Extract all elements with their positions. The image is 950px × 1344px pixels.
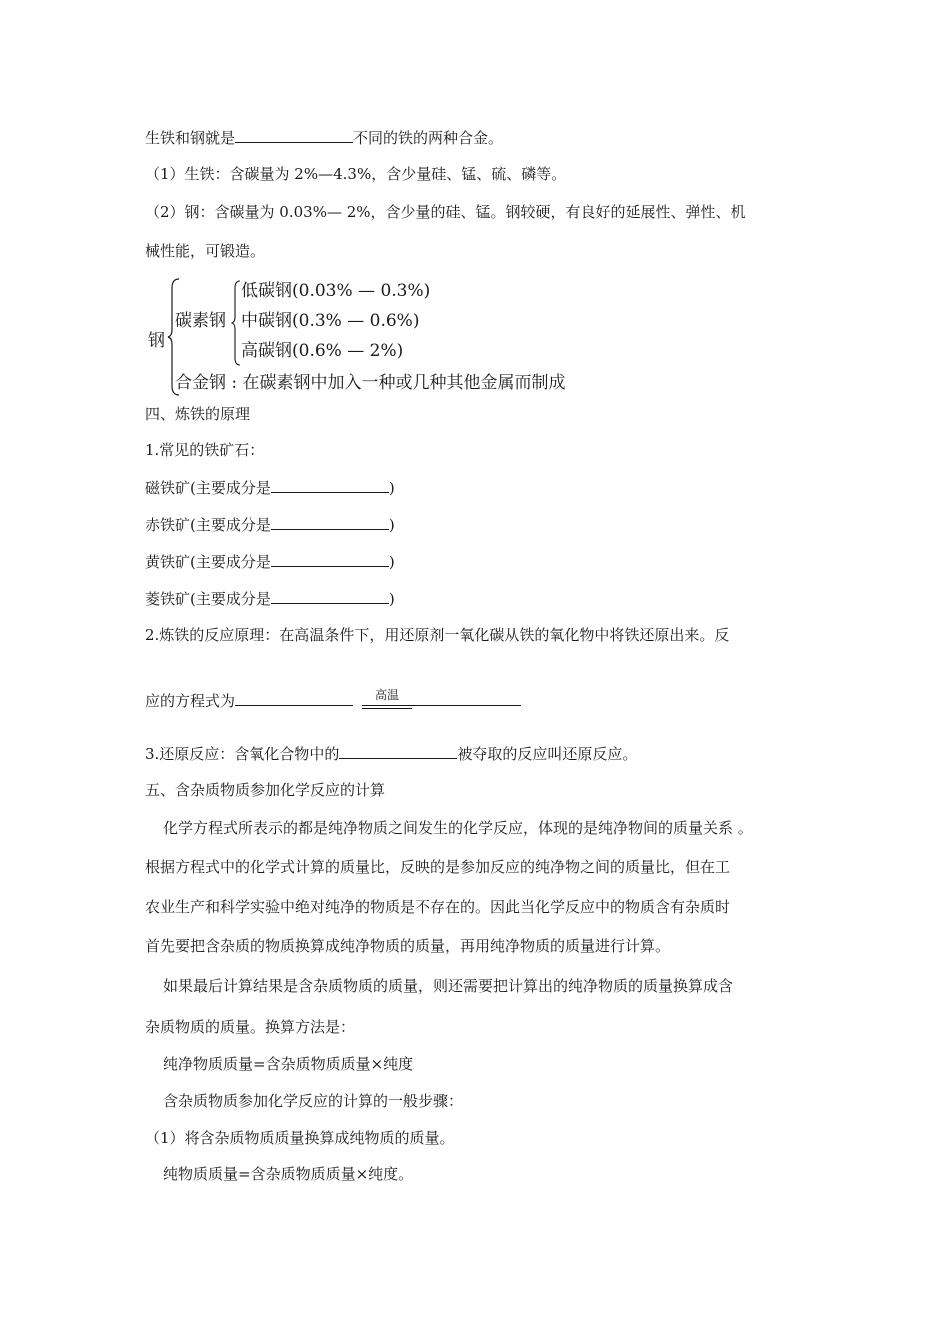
carbon-steel-label: 碳素钢 <box>175 311 226 331</box>
products-blank[interactable] <box>403 690 521 706</box>
reaction-condition <box>362 688 412 709</box>
answer-blank[interactable] <box>271 551 389 567</box>
formula-line: 纯净物质质量=含杂质物质质量×纯度 <box>163 1055 414 1073</box>
condition-label: 高温 <box>374 688 399 702</box>
steel-line-1: （2）钢：含碳量为 0.03%— 2%，含少量的硅、锰。钢较硬，有良好的延展性、弹性、机 <box>145 203 746 221</box>
steel-label: 钢 <box>148 331 165 351</box>
reduction-pre: 3.还原反应：含氧化合物中的 <box>145 745 340 763</box>
high-carbon-steel: 高碳钢(0.6% — 2%) <box>241 341 404 361</box>
ore-row <box>145 551 395 572</box>
equation-label: 应的方程式为 <box>145 692 236 710</box>
section-five-heading: 五、含杂质物质参加化学反应的计算 <box>145 781 386 799</box>
paragraph-line: 如果最后计算结果是含杂质物质的质量，则还需要把计算出的纯净物质的质量换算成含 <box>163 977 734 995</box>
intro-line <box>145 127 503 148</box>
equation-line <box>145 690 521 711</box>
answer-blank[interactable] <box>271 477 389 493</box>
ore-row <box>145 588 395 609</box>
smelting-principle-line: 2.炼铁的反应原理：在高温条件下，用还原剂一氧化碳从铁的氧化物中将铁还原出来。反 <box>145 626 730 644</box>
paragraph-line: 农业生产和科学实验中绝对纯净的物质是不存在的。因此当化学反应中的物质含有杂质时 <box>145 898 731 916</box>
ore-close: ) <box>388 590 395 608</box>
pig-iron-line: （1）生铁：含碳量为 2%—4.3%，含少量硅、锰、硫、磷等。 <box>145 165 567 183</box>
ore-close: ) <box>388 479 395 497</box>
intro-pre: 生铁和钢就是 <box>145 129 236 147</box>
ore-label: 黄铁矿(主要成分是 <box>145 553 271 571</box>
section-four-heading: 四、炼铁的原理 <box>145 405 251 423</box>
low-carbon-steel: 低碳钢(0.03% — 0.3%) <box>241 281 431 301</box>
reduction-post: 被夺取的反应叫还原反应。 <box>457 745 638 763</box>
paragraph-line: 化学方程式所表示的都是纯净物质之间发生的化学反应，体现的是纯净物间的质量关系 。 <box>163 819 753 837</box>
answer-blank[interactable] <box>339 743 457 759</box>
intro-post: 不同的铁的两种合金。 <box>353 129 504 147</box>
ore-close: ) <box>388 516 395 534</box>
ore-label: 菱铁矿(主要成分是 <box>145 590 271 608</box>
reactants-blank[interactable] <box>235 690 353 706</box>
ore-close: ) <box>388 553 395 571</box>
paragraph-line: 杂质物质的质量。换算方法是： <box>145 1018 356 1036</box>
steel-line-2: 械性能，可锻造。 <box>145 242 266 260</box>
step-one: （1）将含杂质物质质量换算成纯物质的质量。 <box>145 1129 455 1147</box>
ore-row <box>145 514 395 535</box>
reduction-line <box>145 743 637 764</box>
answer-blank[interactable] <box>271 514 389 530</box>
paragraph-line: 根据方程式中的化学式计算的质量比，反映的是参加反应的纯净物之间的质量比，但在工 <box>145 858 731 876</box>
paragraph-line: 首先要把含杂质的物质换算成纯净物质的质量，再用纯净物质的质量进行计算。 <box>145 937 671 955</box>
answer-blank[interactable] <box>271 588 389 604</box>
steps-title: 含杂质物质参加化学反应的计算的一般步骤： <box>163 1092 464 1110</box>
ore-label: 赤铁矿(主要成分是 <box>145 516 271 534</box>
answer-blank[interactable] <box>235 127 353 143</box>
small-brace-icon <box>231 280 241 366</box>
steel-classification <box>145 276 645 396</box>
formula-line-2: 纯物质质量=含杂质物质质量×纯度。 <box>163 1165 414 1183</box>
ore-row <box>145 477 395 498</box>
ores-title: 1.常见的铁矿石： <box>145 441 265 459</box>
medium-carbon-steel: 中碳钢(0.3% — 0.6%) <box>241 311 420 331</box>
ore-label: 磁铁矿(主要成分是 <box>145 479 271 497</box>
double-line-equals <box>362 705 412 709</box>
alloy-steel: 合金钢 : 在碳素钢中加入一种或几种其他金属而制成 <box>175 373 566 393</box>
